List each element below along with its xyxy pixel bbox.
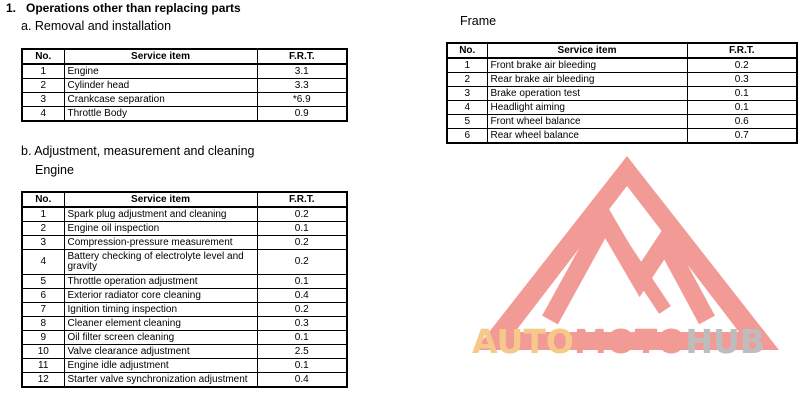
column-header-service-item: Service item — [487, 43, 687, 58]
column-header-service-item: Service item — [64, 49, 257, 64]
frt-value: 0.1 — [257, 222, 347, 236]
service-item: Front wheel balance — [487, 115, 687, 129]
row-number: 2 — [447, 73, 487, 87]
column-header-no: No. — [22, 49, 64, 64]
service-item: Crankcase separation — [64, 93, 257, 107]
table-header-row — [22, 192, 347, 207]
row-number: 10 — [22, 345, 64, 359]
watermark-auto: AUTO — [472, 322, 574, 361]
row-number: 6 — [447, 129, 487, 144]
service-item: Cylinder head — [64, 79, 257, 93]
frt-value: 0.2 — [257, 207, 347, 222]
service-item: Engine oil inspection — [64, 222, 257, 236]
table-row — [22, 303, 347, 317]
column-header-frt: F.R.T. — [257, 192, 347, 207]
service-item: Front brake air bleeding — [487, 58, 687, 73]
row-number: 8 — [22, 317, 64, 331]
removal-table — [21, 48, 348, 122]
row-number: 9 — [22, 331, 64, 345]
row-number: 4 — [447, 101, 487, 115]
service-item: Headlight aiming — [487, 101, 687, 115]
service-item: Brake operation test — [487, 87, 687, 101]
service-item: Valve clearance adjustment — [64, 345, 257, 359]
table-row — [22, 359, 347, 373]
frame-table — [446, 42, 798, 144]
row-number: 4 — [22, 250, 64, 275]
frt-value: 0.1 — [687, 101, 797, 115]
frt-value: 0.3 — [257, 317, 347, 331]
frt-value: 0.4 — [257, 289, 347, 303]
watermark-moto: MOTO — [573, 322, 686, 361]
section-title: Operations other than replacing parts — [26, 1, 241, 15]
service-item: Throttle Body — [64, 107, 257, 122]
column-header-no: No. — [22, 192, 64, 207]
row-number: 3 — [22, 236, 64, 250]
frt-value: 0.1 — [257, 331, 347, 345]
table-row — [22, 236, 347, 250]
table-row — [22, 79, 347, 93]
table-row — [447, 115, 797, 129]
row-number: 6 — [22, 289, 64, 303]
watermark-hub: HUB — [685, 322, 765, 361]
row-number: 11 — [22, 359, 64, 373]
table-row — [447, 101, 797, 115]
removal-label: a. Removal and installation — [21, 19, 172, 33]
service-item: Rear brake air bleeding — [487, 73, 687, 87]
row-number: 1 — [22, 64, 64, 79]
service-item: Exterior radiator core cleaning — [64, 289, 257, 303]
table-row — [447, 87, 797, 101]
frt-value: 0.2 — [687, 58, 797, 73]
frt-value: 3.3 — [257, 79, 347, 93]
section-number: 1. — [6, 1, 17, 15]
service-item: Starter valve synchronization adjustment — [64, 373, 257, 388]
row-number: 5 — [447, 115, 487, 129]
row-number: 7 — [22, 303, 64, 317]
section-heading — [6, 1, 241, 15]
column-header-no: No. — [447, 43, 487, 58]
frt-value: 3.1 — [257, 64, 347, 79]
frt-value: 0.1 — [687, 87, 797, 101]
adjustment-table — [21, 191, 348, 388]
table-row — [22, 331, 347, 345]
table-header-row — [447, 43, 797, 58]
service-item: Ignition timing inspection — [64, 303, 257, 317]
service-item: Throttle operation adjustment — [64, 275, 257, 289]
frt-value: 0.1 — [257, 275, 347, 289]
automotohub-watermark-text — [472, 324, 765, 360]
row-number: 1 — [447, 58, 487, 73]
row-number: 2 — [22, 79, 64, 93]
row-number: 12 — [22, 373, 64, 388]
service-item: Compression-pressure measurement — [64, 236, 257, 250]
row-number: 1 — [22, 207, 64, 222]
row-number: 3 — [447, 87, 487, 101]
table-row — [22, 289, 347, 303]
table-header-row — [22, 49, 347, 64]
service-item: Oil filter screen cleaning — [64, 331, 257, 345]
table-row — [22, 373, 347, 388]
table-row — [22, 317, 347, 331]
table-row — [447, 129, 797, 144]
frt-value: *6.9 — [257, 93, 347, 107]
frt-value: 0.3 — [687, 73, 797, 87]
engine-sublabel: Engine — [35, 163, 74, 177]
table-row — [22, 275, 347, 289]
table-row — [22, 107, 347, 122]
table-row — [22, 250, 347, 275]
row-number: 3 — [22, 93, 64, 107]
frame-label: Frame — [460, 14, 497, 28]
row-number: 4 — [22, 107, 64, 122]
column-header-frt: F.R.T. — [257, 49, 347, 64]
table-row — [22, 222, 347, 236]
adjustment-label: b. Adjustment, measurement and cleaning — [21, 144, 255, 158]
service-item: Battery checking of electrolyte level and gravity — [64, 250, 257, 275]
frt-value: 0.2 — [257, 303, 347, 317]
service-item: Engine — [64, 64, 257, 79]
table-row — [447, 73, 797, 87]
row-number: 2 — [22, 222, 64, 236]
service-item: Cleaner element cleaning — [64, 317, 257, 331]
row-number: 5 — [22, 275, 64, 289]
column-header-frt: F.R.T. — [687, 43, 797, 58]
frt-value: 0.9 — [257, 107, 347, 122]
frt-value: 0.2 — [257, 236, 347, 250]
table-row — [22, 345, 347, 359]
service-item: Spark plug adjustment and cleaning — [64, 207, 257, 222]
table-row — [447, 58, 797, 73]
table-row — [22, 207, 347, 222]
frt-value: 0.4 — [257, 373, 347, 388]
table-row — [22, 93, 347, 107]
service-item: Rear wheel balance — [487, 129, 687, 144]
table-row — [22, 64, 347, 79]
frt-value: 2.5 — [257, 345, 347, 359]
frt-value: 0.6 — [687, 115, 797, 129]
frt-value: 0.7 — [687, 129, 797, 144]
frt-value: 0.1 — [257, 359, 347, 373]
service-item: Engine idle adjustment — [64, 359, 257, 373]
column-header-service-item: Service item — [64, 192, 257, 207]
frt-value: 0.2 — [257, 250, 347, 275]
